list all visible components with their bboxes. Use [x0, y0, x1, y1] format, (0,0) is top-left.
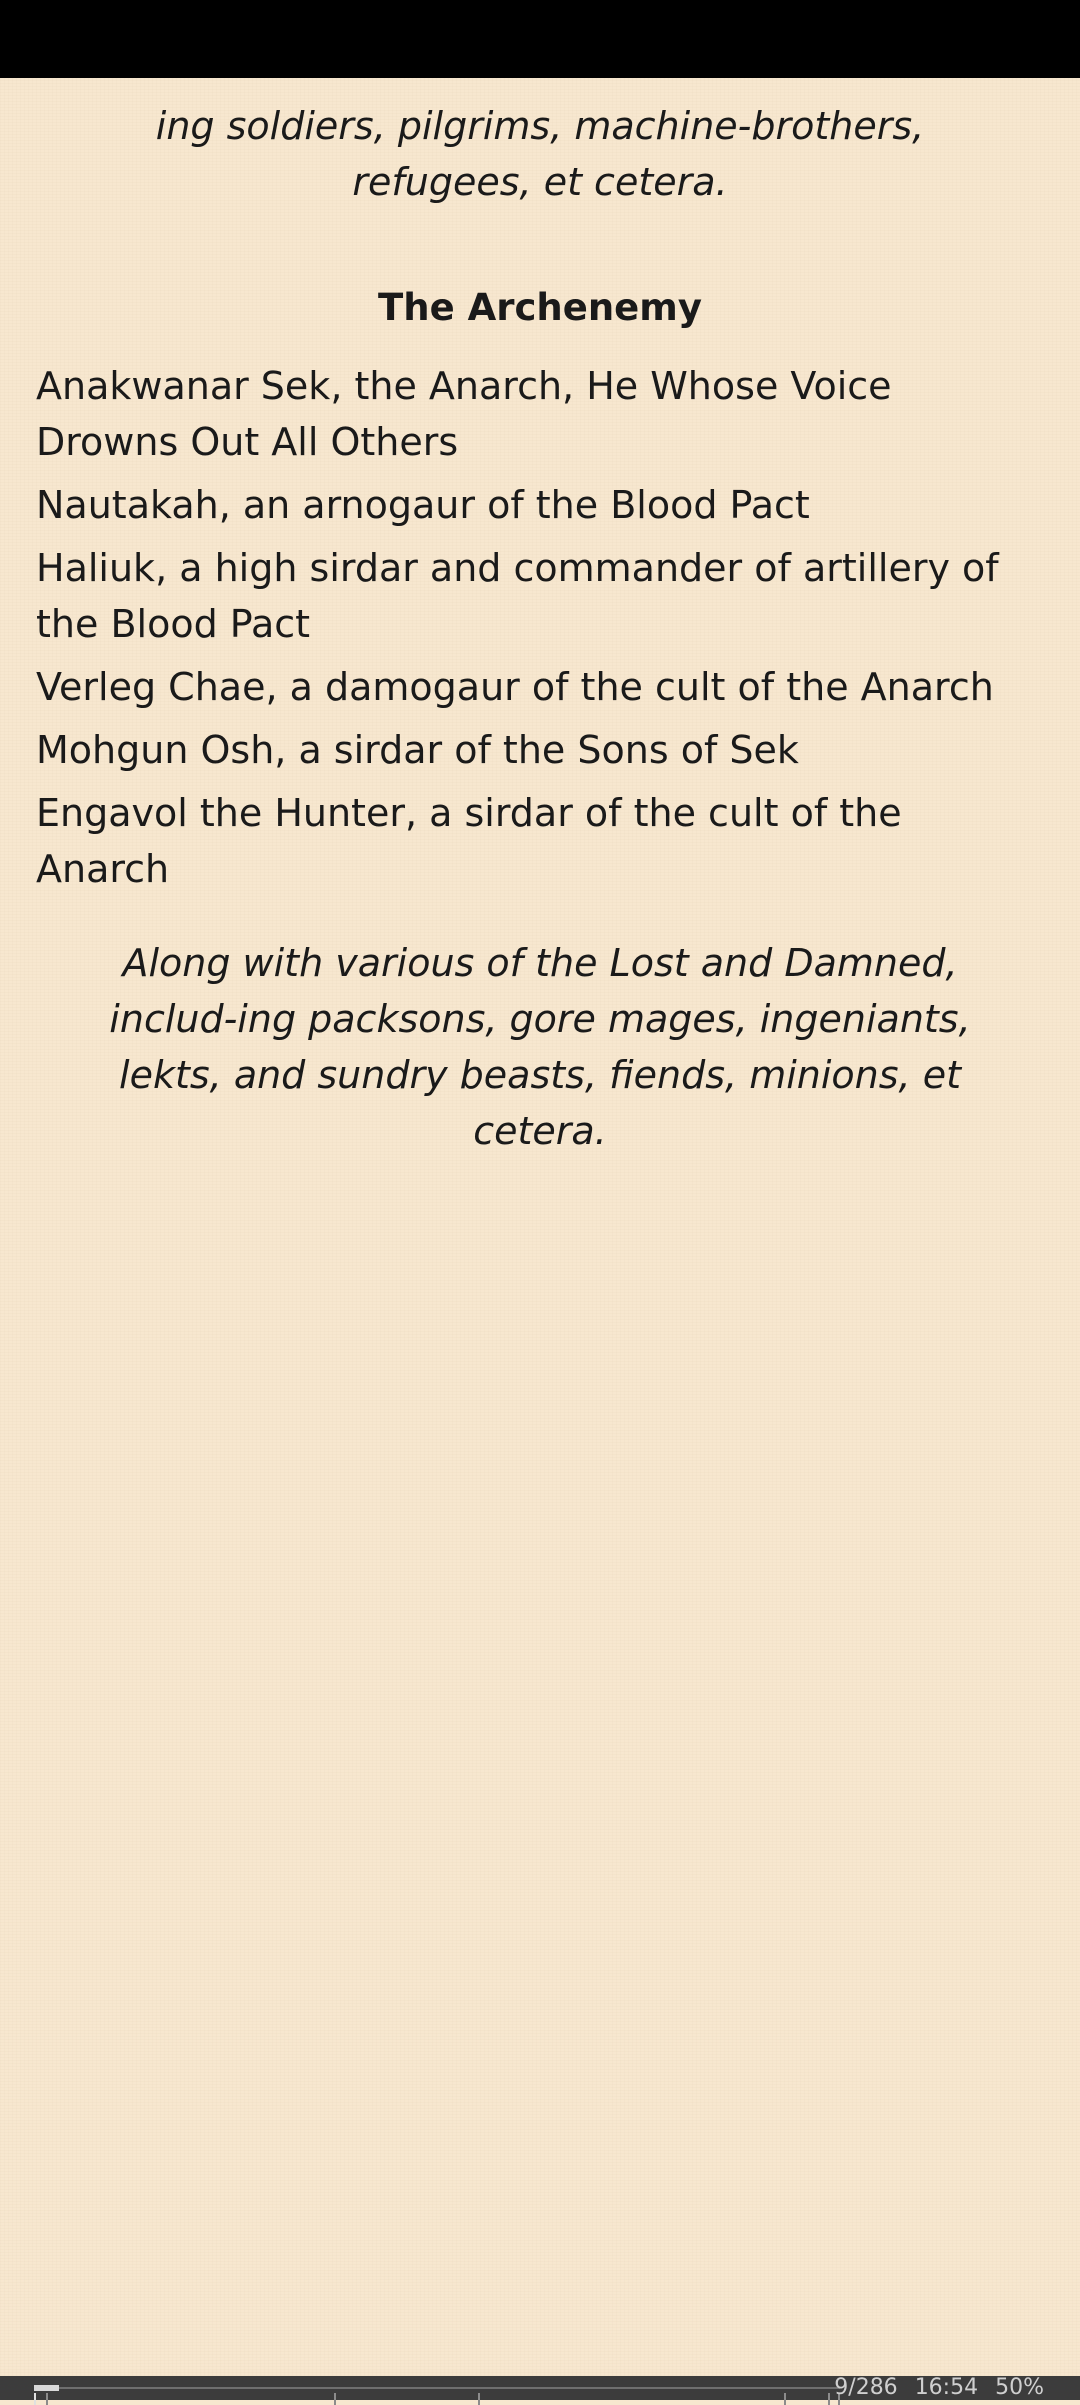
intro-continuation: ing soldiers, pilgrims, machine-brothers, refugees, et cetera.: [155, 104, 925, 204]
roster-item: Mohgun Osh, a sirdar of the Sons of Sek: [36, 728, 799, 772]
reading-progress-bar[interactable]: [0, 2376, 1080, 2400]
progress-tick: [34, 2393, 36, 2405]
roster-item: Anakwanar Sek, the Anarch, He Whose Voice Drowns Out All Others: [36, 364, 892, 464]
progress-track[interactable]: [34, 2387, 840, 2389]
character-roster: [36, 358, 1044, 897]
roster-item: Haliuk, a high sirdar and commander of artillery of the Blood Pact: [36, 546, 999, 646]
progress-info: [824, 2376, 1044, 2400]
roster-item: Engavol the Hunter, a sirdar of the cult of the Anarch: [36, 791, 902, 891]
section-title: The Archenemy: [378, 286, 702, 329]
progress-tick: [478, 2393, 480, 2405]
progress-tick: [334, 2393, 336, 2405]
page-content: [36, 98, 1044, 1159]
progress-tick: [784, 2393, 786, 2405]
clock-time: 16:54: [914, 2375, 979, 2400]
closing-note: Along with various of the Lost and Damned, includ-ing packsons, gore mages, ingeniants, lekts, and sundry beasts, fiends, minions, et cetera.: [109, 941, 971, 1153]
reader-page[interactable]: [0, 78, 1080, 2376]
page-indicator: 9/286: [834, 2375, 898, 2400]
roster-item: Verleg Chae, a damogaur of the cult of the Anarch: [36, 665, 994, 709]
status-bar: [0, 0, 1080, 78]
roster-item: Nautakah, an arnogaur of the Blood Pact: [36, 483, 810, 527]
battery-level: 50%: [995, 2375, 1044, 2400]
progress-tick: [46, 2393, 48, 2405]
progress-fill: [34, 2385, 59, 2391]
